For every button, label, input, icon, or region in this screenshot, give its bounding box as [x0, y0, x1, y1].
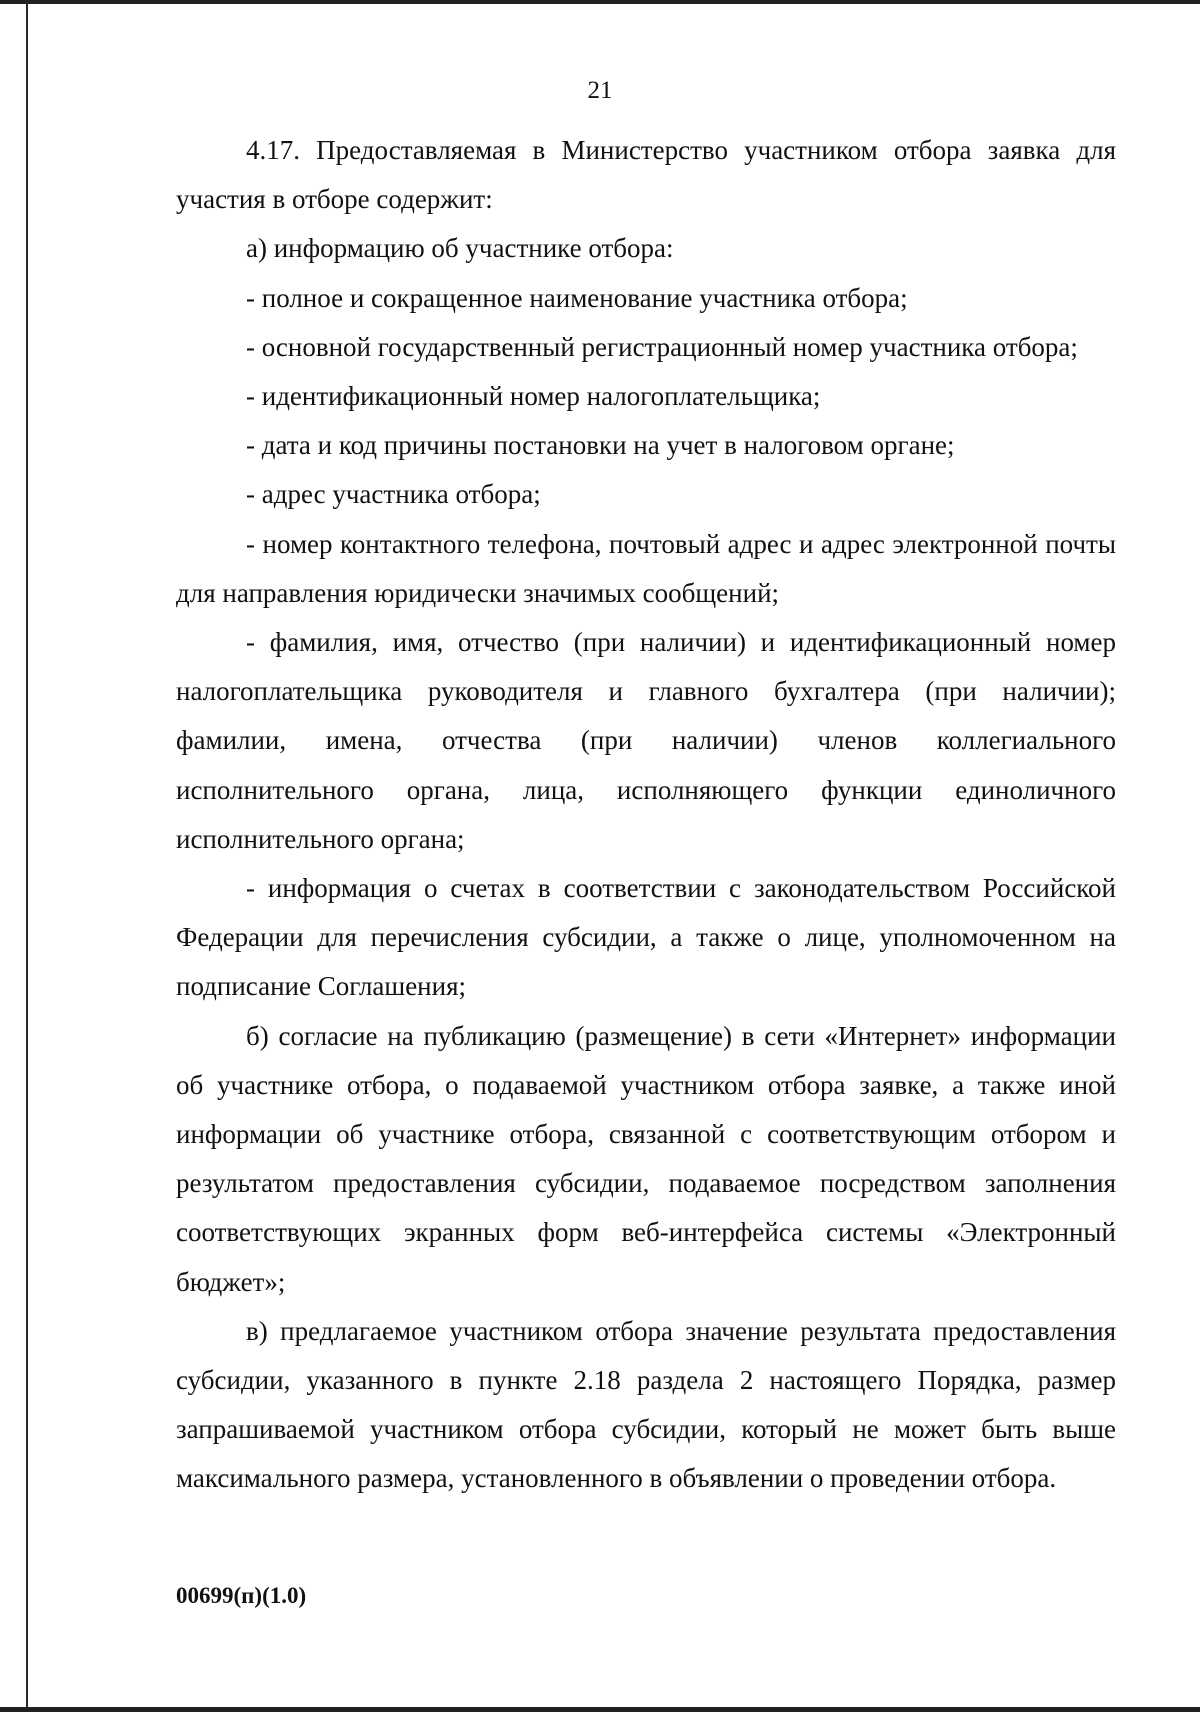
paragraph-4-17: 4.17. Предоставляемая в Министерство участником отбора заявка для участия в отборе содержит: — [176, 135, 1116, 215]
scan-edge-top — [0, 0, 1200, 4]
scan-edge-bottom — [0, 1707, 1200, 1712]
list-item-accounts: - информация о счетах в соответствии с законодательством Российской Федерации для перечисления субсидии, а также о лице, уполномоченном на подписание Соглашения; — [176, 873, 1116, 1002]
page-number: 21 — [587, 77, 613, 104]
list-item-address: - адрес участника отбора; — [246, 479, 541, 510]
document-code: 00699(п)(1.0) — [176, 1583, 307, 1608]
paragraph-item-v: в) предлагаемое участником отбора значение результата предоставления субсидии, указанного в пункте 2.18 раздела 2 настоящего Порядка, размер запрашиваемой участником отбора субсидии, который не может быть выше максимального размера, установленного в объявлении о проведении отбора. — [176, 1315, 1116, 1494]
list-item-inn: - идентификационный номер налогоплательщика; — [246, 381, 821, 412]
list-item-ogrn: - основной государственный регистрационный номер участника отбора; — [246, 331, 1078, 362]
list-item-management: - фамилия, имя, отчество (при наличии) и идентификационный номер налогоплательщика руководителя и главного бухгалтера (при наличии); фамилии, имена, отчества (при наличии) членов коллегиального исполнительного органа, лица, исполняющего функции единоличного исполнительного органа; — [176, 627, 1116, 854]
list-item-contacts: - номер контактного телефона, почтовый адрес и адрес электронной почты для направления юридически значимых сообщений; — [176, 528, 1116, 608]
list-item-name: - полное и сокращенное наименование участника отбора; — [246, 282, 908, 313]
paragraph-item-a: а) информацию об участнике отбора: — [246, 233, 674, 264]
paragraph-item-b: б) согласие на публикацию (размещение) в сети «Интернет» информации об участнике отбора, о подаваемой участником отбора заявке, а также иной информации об участнике отбора, связанной с соответствующим отбором и результатом предоставления субсидии, подаваемое посредством заполнения соответствующих экранных форм веб-интерфейса системы «Электронный бюджет»; — [176, 1020, 1116, 1297]
document-body — [176, 126, 1116, 1504]
scan-edge-left — [26, 0, 28, 1712]
list-item-kpp: - дата и код причины постановки на учет в налоговом органе; — [246, 430, 955, 461]
